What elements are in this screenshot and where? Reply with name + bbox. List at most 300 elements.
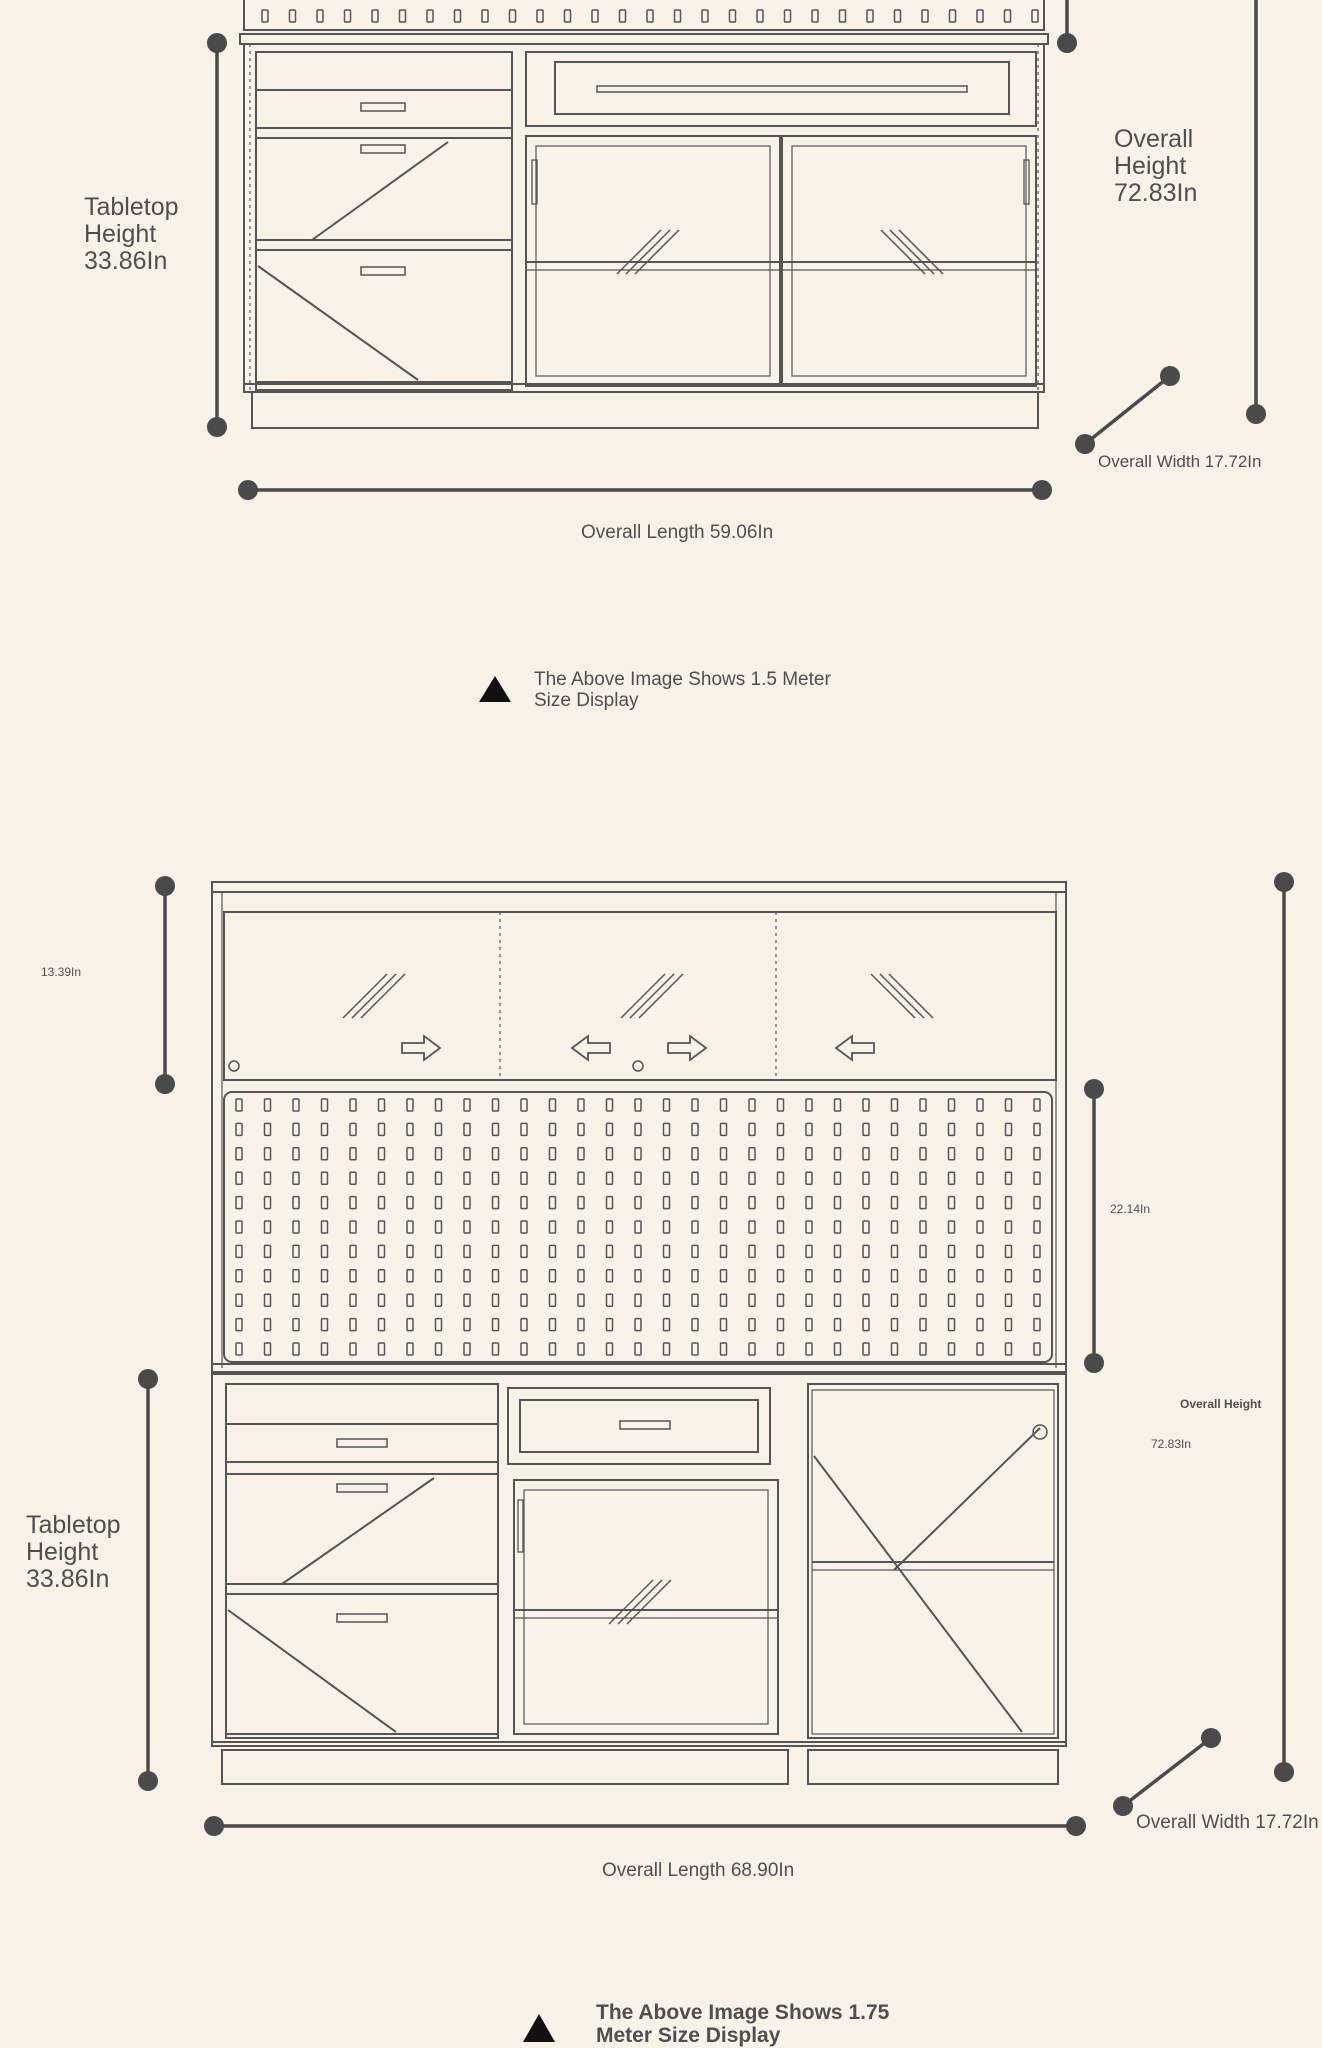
peg-hole <box>578 1343 584 1355</box>
peg-hole <box>749 1270 755 1282</box>
peg-hole <box>379 1270 385 1282</box>
peg-hole <box>1034 1294 1040 1306</box>
peg-hole <box>493 1221 499 1233</box>
peg-hole <box>778 1172 784 1184</box>
peg-hole <box>293 1343 299 1355</box>
peg-hole <box>464 1123 470 1135</box>
peg-hole <box>749 1197 755 1209</box>
peg-hole <box>265 1123 271 1135</box>
peg-hole <box>578 1099 584 1111</box>
peg-hole <box>863 1123 869 1135</box>
peg-hole <box>675 10 681 22</box>
peg-hole <box>236 1245 242 1257</box>
peg-hole <box>863 1319 869 1331</box>
peg-hole <box>236 1221 242 1233</box>
peg-hole <box>1034 1245 1040 1257</box>
peg-hole <box>1006 1148 1012 1160</box>
peg-hole <box>835 1319 841 1331</box>
peg-hole <box>949 1294 955 1306</box>
peg-hole <box>920 1343 926 1355</box>
peg-hole <box>322 1319 328 1331</box>
peg-hole <box>350 1221 356 1233</box>
peg-hole <box>977 1172 983 1184</box>
peg-hole <box>835 1172 841 1184</box>
peg-hole <box>1006 1245 1012 1257</box>
peg-hole <box>749 1245 755 1257</box>
peg-hole <box>550 1270 556 1282</box>
peg-hole <box>550 1197 556 1209</box>
peg-hole <box>806 1099 812 1111</box>
drawer-panel <box>555 62 1009 114</box>
peg-hole <box>607 1197 613 1209</box>
dimension-endpoint <box>1066 1816 1086 1836</box>
peg-hole <box>607 1099 613 1111</box>
peg-hole <box>702 10 708 22</box>
peg-hole <box>730 10 736 22</box>
glass-reflection-mark <box>361 974 405 1018</box>
slide-left-arrow <box>572 1036 610 1060</box>
peg-hole <box>749 1319 755 1331</box>
peg-hole <box>350 1343 356 1355</box>
drawer-panel <box>520 1400 758 1452</box>
open-direction-line <box>258 266 418 380</box>
fig2-overall-length-label: Overall Length 68.90In <box>602 1860 795 1881</box>
fig1-overall-height-label: Overall Height 72.83In <box>1114 125 1198 207</box>
peg-hole <box>977 1099 983 1111</box>
peg-hole <box>977 1294 983 1306</box>
peg-hole <box>1034 1172 1040 1184</box>
peg-hole <box>521 1221 527 1233</box>
base-cabinet-body <box>244 44 1044 392</box>
peg-hole <box>977 1343 983 1355</box>
peg-hole <box>464 1294 470 1306</box>
dimension-endpoint <box>1075 434 1095 454</box>
peg-hole <box>293 1221 299 1233</box>
glass-reflection-mark <box>881 230 925 274</box>
peg-hole <box>692 1172 698 1184</box>
peg-hole <box>1005 10 1011 22</box>
peg-hole <box>350 1270 356 1282</box>
peg-hole <box>322 1099 328 1111</box>
peg-hole <box>692 1099 698 1111</box>
peg-hole <box>835 1294 841 1306</box>
peg-hole <box>607 1123 613 1135</box>
peg-hole <box>949 1148 955 1160</box>
drawer-handle <box>361 267 405 275</box>
bottom-drawer <box>226 1594 498 1734</box>
dimension-endpoint <box>1274 872 1294 892</box>
peg-hole <box>436 1343 442 1355</box>
glass-reflection-mark <box>626 230 670 274</box>
peg-hole <box>350 1197 356 1209</box>
dimension-endpoint <box>207 33 227 53</box>
peg-hole <box>664 1148 670 1160</box>
peg-hole <box>1034 1221 1040 1233</box>
peg-hole <box>565 10 571 22</box>
peg-hole <box>664 1245 670 1257</box>
glass-reflection-mark <box>635 230 679 274</box>
peg-hole <box>550 1099 556 1111</box>
peg-hole <box>379 1099 385 1111</box>
peg-hole <box>379 1245 385 1257</box>
peg-hole <box>607 1148 613 1160</box>
peg-hole <box>863 1172 869 1184</box>
fig1-overall-length-label: Overall Length 59.06In <box>581 522 774 543</box>
peg-hole <box>778 1343 784 1355</box>
peg-hole <box>236 1294 242 1306</box>
peg-hole <box>265 1245 271 1257</box>
peg-hole <box>892 1319 898 1331</box>
peg-hole <box>407 1221 413 1233</box>
peg-hole <box>293 1148 299 1160</box>
peg-hole <box>863 1197 869 1209</box>
peg-hole <box>350 1319 356 1331</box>
peg-hole <box>464 1099 470 1111</box>
peg-hole <box>892 1172 898 1184</box>
drawer-handle <box>337 1484 387 1492</box>
peg-hole <box>920 1294 926 1306</box>
cabinet-drawing-1-75m <box>212 882 1066 1784</box>
peg-hole <box>949 1197 955 1209</box>
peg-hole <box>379 1319 385 1331</box>
fig1-caption: The Above Image Shows 1.5 Meter Size Display <box>534 669 831 711</box>
peg-hole <box>265 1319 271 1331</box>
peg-hole <box>379 1343 385 1355</box>
lock-hole <box>633 1061 643 1071</box>
peg-hole <box>778 1245 784 1257</box>
peg-hole <box>578 1270 584 1282</box>
peg-hole <box>692 1270 698 1282</box>
peg-hole <box>806 1343 812 1355</box>
peg-hole <box>550 1221 556 1233</box>
peg-hole <box>757 10 763 22</box>
peg-hole <box>1006 1294 1012 1306</box>
peg-hole <box>692 1197 698 1209</box>
peg-hole <box>521 1270 527 1282</box>
peg-hole <box>692 1148 698 1160</box>
peg-hole <box>436 1197 442 1209</box>
dimension-endpoint <box>1274 1762 1294 1782</box>
peg-hole <box>806 1270 812 1282</box>
peg-hole <box>521 1294 527 1306</box>
glass-reflection-mark <box>352 974 396 1018</box>
peg-hole <box>692 1343 698 1355</box>
peg-hole <box>550 1123 556 1135</box>
peg-hole <box>379 1123 385 1135</box>
peg-hole <box>521 1148 527 1160</box>
peg-hole <box>835 1245 841 1257</box>
peg-hole <box>635 1099 641 1111</box>
peg-hole <box>262 10 268 22</box>
peg-hole <box>436 1294 442 1306</box>
peg-hole <box>293 1245 299 1257</box>
peg-hole <box>664 1294 670 1306</box>
peg-hole <box>578 1221 584 1233</box>
peg-hole <box>692 1294 698 1306</box>
peg-hole <box>464 1197 470 1209</box>
peg-hole <box>835 1197 841 1209</box>
peg-hole <box>436 1123 442 1135</box>
peg-hole <box>950 10 956 22</box>
peg-hole <box>949 1319 955 1331</box>
peg-hole <box>379 1172 385 1184</box>
peg-hole <box>427 10 433 22</box>
peg-hole <box>949 1270 955 1282</box>
fig2-caption: The Above Image Shows 1.75 Meter Size Display <box>596 2001 890 2047</box>
peg-hole <box>785 10 791 22</box>
slide-right-arrow <box>402 1036 440 1060</box>
peg-hole <box>455 10 461 22</box>
peg-hole <box>778 1123 784 1135</box>
peg-hole <box>322 1197 328 1209</box>
peg-hole <box>835 1221 841 1233</box>
peg-hole <box>464 1221 470 1233</box>
peg-hole <box>664 1221 670 1233</box>
peg-hole <box>550 1172 556 1184</box>
dimension-endpoint <box>204 1816 224 1836</box>
peg-hole <box>407 1099 413 1111</box>
peg-hole <box>521 1245 527 1257</box>
peg-hole <box>892 1343 898 1355</box>
fig2-width-dim <box>1113 1728 1221 1816</box>
peg-hole <box>892 1197 898 1209</box>
peg-hole <box>721 1123 727 1135</box>
peg-hole <box>407 1148 413 1160</box>
peg-hole <box>550 1148 556 1160</box>
glass-reflection-mark <box>630 974 674 1018</box>
fig2-pegboard-height-dim <box>1084 1079 1104 1373</box>
dimension-endpoint <box>207 417 227 437</box>
dimension-endpoint <box>1057 33 1077 53</box>
peg-hole <box>350 1245 356 1257</box>
dimension-endpoint <box>1160 366 1180 386</box>
peg-hole <box>664 1270 670 1282</box>
peg-hole <box>806 1319 812 1331</box>
peg-hole <box>806 1123 812 1135</box>
peg-hole <box>407 1270 413 1282</box>
peg-hole <box>436 1319 442 1331</box>
peg-hole <box>664 1319 670 1331</box>
plinth-right <box>808 1750 1058 1784</box>
peg-hole <box>721 1319 727 1331</box>
fig2-overall-width-label: Overall Width 17.72In <box>1136 1812 1319 1833</box>
peg-hole <box>895 10 901 22</box>
peg-hole <box>607 1319 613 1331</box>
open-direction-line <box>228 1610 396 1732</box>
slide-left-arrow <box>836 1036 874 1060</box>
peg-hole <box>322 1343 328 1355</box>
peg-hole <box>635 1343 641 1355</box>
upper-glass-cabinet <box>224 912 1056 1080</box>
peg-hole <box>265 1148 271 1160</box>
peg-hole <box>977 1148 983 1160</box>
peg-hole <box>749 1123 755 1135</box>
peg-hole <box>749 1294 755 1306</box>
open-direction-line <box>282 1478 434 1584</box>
peg-hole <box>1034 1270 1040 1282</box>
dimension-lines <box>138 0 1294 2042</box>
plinth <box>252 392 1038 428</box>
peg-hole <box>920 1245 926 1257</box>
upper-frame <box>212 892 1066 1372</box>
fig1-overall-width-label: Overall Width 17.72In <box>1098 452 1262 471</box>
peg-hole <box>607 1294 613 1306</box>
peg-hole <box>721 1099 727 1111</box>
peg-hole <box>607 1172 613 1184</box>
peg-hole <box>493 1294 499 1306</box>
peg-hole <box>977 1245 983 1257</box>
peg-hole <box>778 1197 784 1209</box>
peg-hole <box>778 1148 784 1160</box>
peg-hole <box>1006 1343 1012 1355</box>
peg-hole <box>1006 1197 1012 1209</box>
fig1-caption-triangle-icon <box>479 676 511 702</box>
peg-hole <box>778 1099 784 1111</box>
peg-hole <box>749 1148 755 1160</box>
peg-hole <box>620 10 626 22</box>
peg-hole <box>578 1148 584 1160</box>
peg-hole <box>436 1270 442 1282</box>
peg-hole <box>407 1123 413 1135</box>
fig2-overall-height-label: Overall Height <box>1180 1397 1262 1411</box>
peg-hole <box>322 1245 328 1257</box>
peg-hole <box>592 10 598 22</box>
peg-hole <box>635 1319 641 1331</box>
fig2-pegboard-height-label: 22.14In <box>1110 1202 1151 1216</box>
peg-hole <box>863 1245 869 1257</box>
peg-hole <box>1006 1270 1012 1282</box>
peg-hole <box>578 1197 584 1209</box>
drawer-handle <box>620 1421 670 1429</box>
peg-hole <box>482 10 488 22</box>
dimension-line <box>1123 1738 1211 1806</box>
peg-hole <box>840 10 846 22</box>
peg-hole <box>265 1099 271 1111</box>
fig1-length-dim <box>238 480 1052 500</box>
slide-right-arrow <box>668 1036 706 1060</box>
peg-hole <box>664 1343 670 1355</box>
peg-hole <box>892 1123 898 1135</box>
left-drawer-column <box>226 1384 498 1738</box>
peg-hole <box>692 1245 698 1257</box>
peg-hole <box>977 1197 983 1209</box>
peg-hole <box>379 1294 385 1306</box>
glass-reflection-mark <box>639 974 683 1018</box>
peg-hole <box>692 1123 698 1135</box>
peg-hole <box>806 1172 812 1184</box>
peg-hole <box>892 1221 898 1233</box>
peg-hole <box>778 1319 784 1331</box>
top-board <box>212 882 1066 892</box>
peg-hole <box>407 1197 413 1209</box>
peg-hole <box>635 1172 641 1184</box>
peg-hole <box>550 1294 556 1306</box>
peg-hole <box>464 1172 470 1184</box>
peg-hole <box>647 10 653 22</box>
peg-hole <box>863 1343 869 1355</box>
dimension-endpoint <box>155 1074 175 1094</box>
peg-hole <box>293 1270 299 1282</box>
peg-hole <box>290 10 296 22</box>
peg-hole <box>867 10 873 22</box>
dimension-endpoint <box>1084 1079 1104 1099</box>
peg-hole <box>1006 1221 1012 1233</box>
peg-hole <box>1034 1123 1040 1135</box>
peg-hole <box>1032 10 1038 22</box>
peg-hole <box>920 1221 926 1233</box>
peg-hole <box>806 1148 812 1160</box>
lock-hole <box>229 1061 239 1071</box>
dimension-endpoint <box>1113 1796 1133 1816</box>
peg-hole <box>721 1245 727 1257</box>
peg-hole <box>265 1172 271 1184</box>
open-direction-line <box>814 1456 1022 1732</box>
peg-hole <box>407 1294 413 1306</box>
peg-hole <box>521 1343 527 1355</box>
drawer-handle <box>337 1439 387 1447</box>
peg-hole <box>379 1148 385 1160</box>
door-handle <box>518 1500 523 1552</box>
peg-hole <box>977 1123 983 1135</box>
glass-reflection-mark <box>890 230 934 274</box>
peg-hole <box>293 1294 299 1306</box>
dimension-endpoint <box>138 1369 158 1389</box>
peg-hole <box>236 1197 242 1209</box>
peg-hole <box>550 1245 556 1257</box>
peg-hole <box>1006 1123 1012 1135</box>
peg-hole <box>293 1099 299 1111</box>
fig2-caption-triangle-icon <box>523 2014 555 2042</box>
peg-hole <box>578 1123 584 1135</box>
peg-hole <box>407 1319 413 1331</box>
peg-hole <box>920 1319 926 1331</box>
peg-hole <box>436 1172 442 1184</box>
dimension-endpoint <box>1246 404 1266 424</box>
peg-hole <box>1006 1099 1012 1111</box>
peg-hole <box>749 1343 755 1355</box>
peg-hole <box>949 1221 955 1233</box>
peg-hole <box>578 1245 584 1257</box>
peg-hole <box>407 1172 413 1184</box>
peg-hole <box>550 1319 556 1331</box>
peg-hole <box>521 1319 527 1331</box>
peg-hole <box>922 10 928 22</box>
peg-hole <box>464 1148 470 1160</box>
peg-hole <box>806 1245 812 1257</box>
peg-hole <box>812 10 818 22</box>
peg-hole <box>635 1270 641 1282</box>
glass-reflection-mark <box>617 230 661 274</box>
fig2-upper-height-dim <box>155 876 175 1094</box>
dimension-endpoint <box>155 876 175 896</box>
peg-hole <box>322 1221 328 1233</box>
cabinet-drawing-1-5m <box>240 0 1048 428</box>
peg-hole <box>464 1270 470 1282</box>
peg-hole <box>521 1123 527 1135</box>
peg-hole <box>635 1245 641 1257</box>
peg-hole <box>537 10 543 22</box>
peg-hole <box>521 1172 527 1184</box>
peg-hole <box>863 1270 869 1282</box>
peg-hole <box>1006 1172 1012 1184</box>
peg-hole <box>493 1172 499 1184</box>
peg-hole <box>721 1172 727 1184</box>
open-direction-line <box>894 1428 1040 1570</box>
peg-hole <box>949 1172 955 1184</box>
peg-hole <box>977 1221 983 1233</box>
peg-hole <box>345 10 351 22</box>
peg-hole <box>493 1123 499 1135</box>
